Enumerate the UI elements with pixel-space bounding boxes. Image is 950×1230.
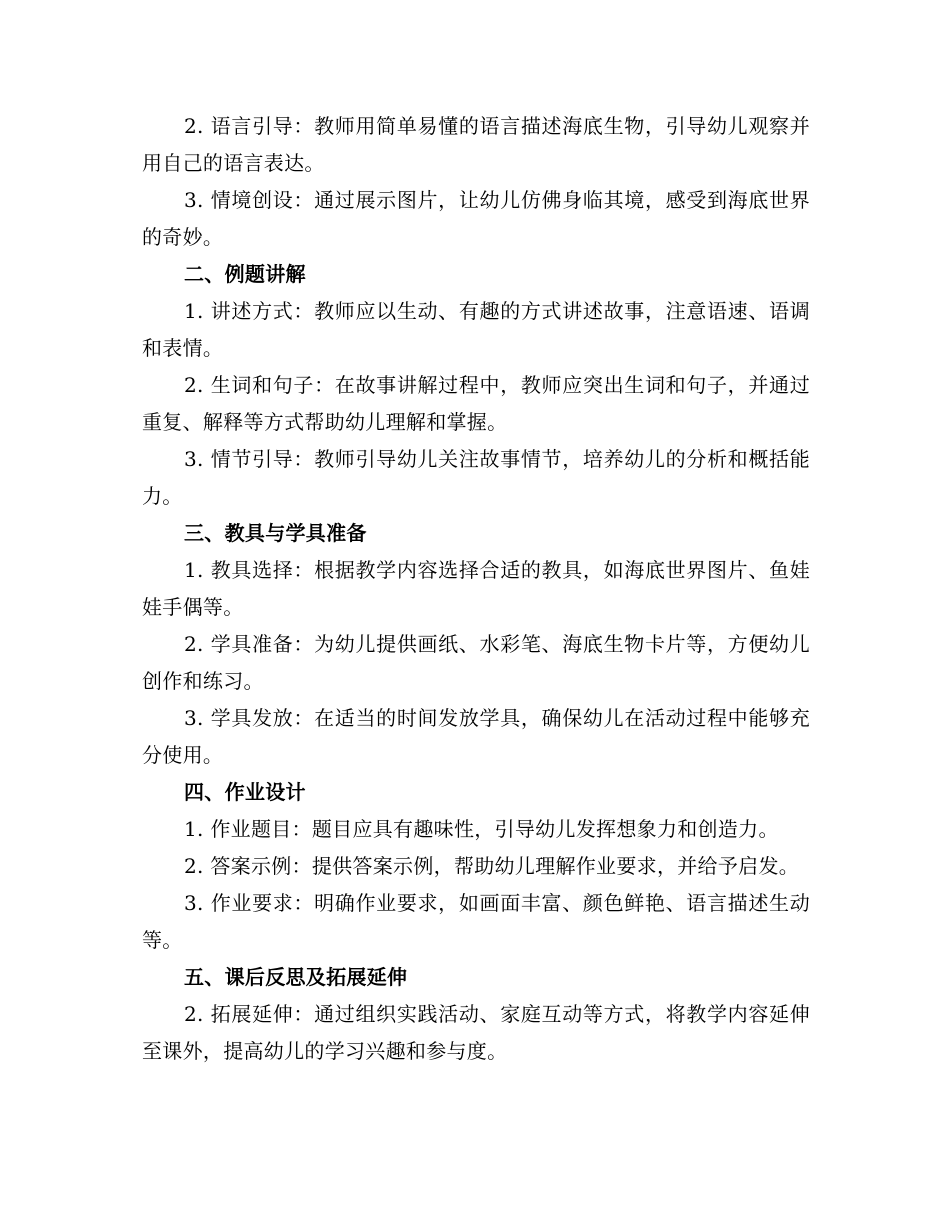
paragraph-narration-method: 1. 讲述方式：教师应以生动、有趣的方式讲述故事，注意语速、语调和表情。 bbox=[142, 299, 810, 360]
paragraph-homework-topic: 1. 作业题目：题目应具有趣味性，引导幼儿发挥想象力和创造力。 bbox=[184, 817, 779, 841]
paragraph-answer-example: 2. 答案示例：提供答案示例，帮助幼儿理解作业要求，并给予启发。 bbox=[184, 854, 800, 878]
paragraph-aid-selection: 1. 教具选择：根据教学内容选择合适的教具，如海底世界图片、鱼娃娃手偶等。 bbox=[142, 558, 810, 619]
paragraph-language-guidance: 2. 语言引导：教师用简单易懂的语言描述海底生物，引导幼儿观察并用自己的语言表达。 bbox=[142, 114, 810, 175]
paragraph-extension: 2. 拓展延伸：通过组织实践活动、家庭互动等方式，将教学内容延伸至课外，提高幼儿的学习兴趣和参与度。 bbox=[142, 1002, 810, 1063]
paragraph-new-words: 2. 生词和句子：在故事讲解过程中，教师应突出生词和句子，并通过重复、解释等方式帮助幼儿理解和掌握。 bbox=[142, 373, 810, 434]
section-heading-teaching-aids: 三、教具与学具准备 bbox=[184, 521, 367, 545]
paragraph-material-distribution: 3. 学具发放：在适当的时间发放学具，确保幼儿在活动过程中能够充分使用。 bbox=[142, 706, 810, 767]
section-heading-example-explanation: 二、例题讲解 bbox=[184, 262, 306, 286]
section-heading-reflection-extension: 五、课后反思及拓展延伸 bbox=[184, 965, 408, 989]
paragraph-material-preparation: 2. 学具准备：为幼儿提供画纸、水彩笔、海底生物卡片等，方便幼儿创作和练习。 bbox=[142, 632, 810, 693]
paragraph-scenario-creation: 3. 情境创设：通过展示图片，让幼儿仿佛身临其境，感受到海底世界的奇妙。 bbox=[142, 188, 810, 249]
document-body bbox=[142, 108, 810, 1070]
paragraph-plot-guidance: 3. 情节引导：教师引导幼儿关注故事情节，培养幼儿的分析和概括能力。 bbox=[142, 447, 810, 508]
paragraph-homework-requirements: 3. 作业要求：明确作业要求，如画面丰富、颜色鲜艳、语言描述生动等。 bbox=[142, 891, 810, 952]
section-heading-homework-design: 四、作业设计 bbox=[184, 780, 306, 804]
